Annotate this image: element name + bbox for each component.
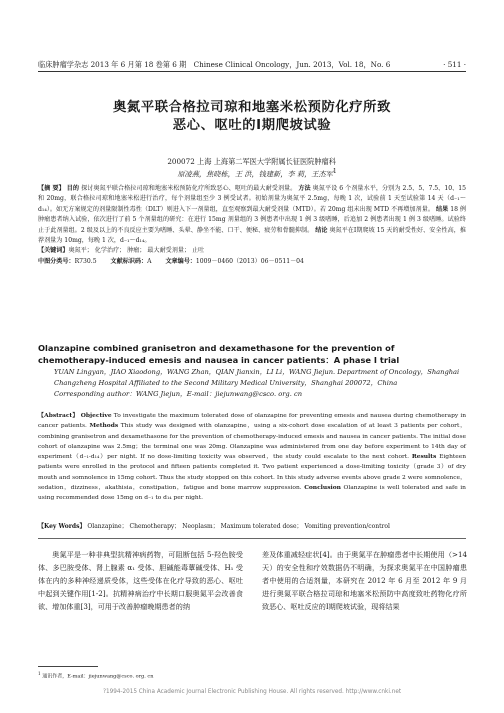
methods-cn: 奥氮平设 6 个剂量水平，分别为 2.5、5、7.5、10、15 和 20mg，联合格拉司琼和地塞米松进行治疗，每个剂量组至少 3 例受试者。初始剂量为奥氮平 2.5mg，每晚 1 次，试验前 1 天至试验第 14 天（d₋₁～d₁₄）。如无方案规定的剂量限制性毒性（DLT）则进入下一剂量组，直至观察到最大耐受剂量（MTD）。若 20mg 组未出现 MTD 不再增加剂量。 — [38, 185, 467, 213]
body-column-right: 差及体重减轻症状[4]。由于奥氮平在肿瘤患者中长期使用（>14 天）的安全性和疗效数据仍不明确，为探求奥氮平在中国肿瘤患者中使用的合适剂量，本研究在 2012 年 6 月至 2012 年 9 月进行奥氮平联合格拉司琼和地塞米松预防中高度致吐药物化疗所致恶心、呕吐反应的Ⅰ期爬坡试验，现将结果 — [262, 550, 467, 612]
objective-en: To investigate the maximum tolerated dose of olanzapine for preventing emesis and nausea during chemotherapy in cancer patients. — [38, 413, 466, 430]
keywords-cn-line — [38, 246, 466, 256]
journal-cn: 临床肿瘤学杂志 2013 年 6 月第 18 卷第 6 期 — [38, 60, 187, 69]
journal-citation — [38, 60, 395, 69]
objective-label-en: Objective — [80, 412, 112, 419]
journal-en: Chinese Clinical Oncology，Jun. 2013，Vol. 18，No. 6 — [193, 60, 391, 69]
body-column-left: 奥氮平是一种非典型抗精神病药物，可阻断包括 5-羟色胺受体、多巴胺受体、肾上腺素 α₁ 受体、胆碱能毒蕈碱受体、H₁ 受体在内的多种神经递质受体，这些受体在化疗导致的恶心、呕吐中起到关键作用[1-2]。抗精神病治疗中长期口服奥氮平会改善食欲、增加体重[3]，可用于改善肿瘤晚期患者的纳 — [38, 550, 243, 612]
methods-en: This study was designed with olanzapine，using a six-cohort dose escalation of at least 3 patients per cohort，combining granisetron and dexamethasone for the prevention of chemotherapy-induced emesis and nausea in cancer patients. The initial dose cohort of olanzapine was 2.5mg；the terminal one was 20mg. Olanzapine was administered from one day before experiment to 14th day of experiment（d₋₁-d₁₄）per night. If no dose-limiting toxicity was observed，the study could escalate to the next cohort. — [38, 423, 466, 461]
footnote-divider — [38, 666, 98, 667]
abstract-cn-label: 【摘 要】 — [38, 185, 65, 192]
article-title-line-2: 恶心、呕吐的Ⅰ期爬坡试验 — [172, 118, 332, 133]
author-names-cn-text: 原凌燕，焦晓栋，王 洪，钱建新，李 莉，王杰军 — [177, 169, 333, 179]
clc-label: 中图分类号： — [38, 257, 75, 265]
keywords-cn: 奥氮平； 化学治疗； 肿瘤； 最大耐受剂量； 止吐 — [68, 247, 205, 255]
author-footnote-marker: 1 — [332, 168, 337, 175]
results-label-cn: 结果 — [435, 205, 449, 213]
affiliation-cn: 200072 上海 上海第二军医大学附属长征医院肿瘤科 — [167, 157, 336, 166]
article-title-line-1: 奥氮平联合格拉司琼和地塞米松预防化疗所致 — [113, 100, 391, 115]
conclusion-label-cn: 结论 — [315, 226, 328, 234]
clc-value: R730.5 — [74, 257, 97, 265]
abstract-en — [38, 411, 466, 504]
article-id-value: 1009－0460（2013）06－0511－04 — [195, 257, 304, 265]
classification-line — [38, 257, 466, 267]
footnote — [38, 670, 153, 681]
article-id-label: 文章编号： — [165, 257, 196, 265]
english-authors: YUAN Lingyan，JIAO Xiaodong，WANG Zhan，QIAN Jianxin，LI Li，WANG Jiejun. Department of Oncology，Shanghai Changzheng Hospital Affiliated to the Second Military Medical University，Shanghai 200072，China — [54, 368, 460, 387]
author-names-cn — [167, 167, 336, 179]
doc-code-label: 文献标识码： — [110, 257, 148, 265]
keywords-en-label: 【Key Words】 — [38, 523, 86, 530]
english-authors-block — [54, 367, 466, 400]
running-header — [38, 60, 466, 72]
results-label-en: Results — [411, 453, 437, 461]
keywords-cn-label: 【关键词】 — [38, 247, 69, 255]
section-divider — [38, 538, 466, 539]
results-cn: 18 例肿瘤患者纳入试验，依次进行了前 5 个剂量组的研究：在进行 15mg 剂量组的 3 例患者中出现 1 例 3 级嗜睡，后追加 2 例患者出现 1 例 3 级嗜睡。试验终止于此剂量组。2 级及以上的不良反应主要为嗜睡、头晕、静坐不能、口干、便秘、疲劳和骨髓抑制。 — [38, 205, 467, 234]
abstract-cn — [38, 184, 466, 267]
conclusion-en: Olanzapine is well tolerated and safe in using recommended dose 15mg on d₋₁ to d₁₄ per night. — [38, 485, 466, 502]
methods-label-en: Methods — [89, 422, 119, 430]
methods-label-cn: 方法 — [298, 185, 311, 192]
page-number: · 511 · — [443, 60, 466, 69]
doc-code-value: A — [147, 257, 152, 265]
corresponding-author: Corresponding author：WANG Jiejun，E-mail：jiejunwang@csco. org. cn — [54, 390, 303, 398]
objective-label-cn: 目的 — [66, 185, 80, 192]
keywords-en: Olanzapine； Chemotherapy； Neoplasm； Maximum tolerated dose； Vomiting prevention/control — [87, 523, 390, 530]
results-en: Eighteen patients were enrolled in the protocol and fifteen patients completed it. Two patient experienced a dose-limiting toxicity（grade 3）of dry mouth and somnolence in 15mg cohort. Thus the study stopped on this cohort. In this study adverse events above grade 2 were somnolence，sedation，dizziness，akathisia，constipation，fatigue and bone marrow suppression. — [38, 454, 466, 492]
footnote-marker: 1 — [38, 671, 41, 676]
copyright-notice: ?1994-2015 China Academic Journal Electronic Publishing House. All rights reserved. http://www.cnki.net — [102, 689, 402, 695]
keywords-en-line — [38, 522, 466, 531]
objective-cn: 探讨奥氮平联合格拉司琼和地塞米松预防化疗所致恶心、呕吐的最大耐受剂量。 — [81, 185, 297, 192]
footnote-text: 通讯作者，E-mail：jiejunwang@csco. org. cn — [42, 673, 154, 680]
abstract-en-label: 【Abstract】 — [38, 412, 79, 419]
abstract-cn-body — [38, 184, 466, 246]
english-title: Olanzapine combined granisetron and dexamethasone for the prevention of chemotherapy-induced emesis and nausea in cancer patients：A phase Ⅰ trial — [38, 343, 400, 365]
conclusion-cn: 奥氮平在Ⅰ期爬坡 15 天的耐受性好、安全性高，推荐剂量为 10mg，每晚 1 次，d₋₁～d₁₄。 — [38, 226, 466, 245]
authors-block — [0, 157, 504, 179]
conclusion-label-en: Conclusion — [304, 484, 341, 492]
